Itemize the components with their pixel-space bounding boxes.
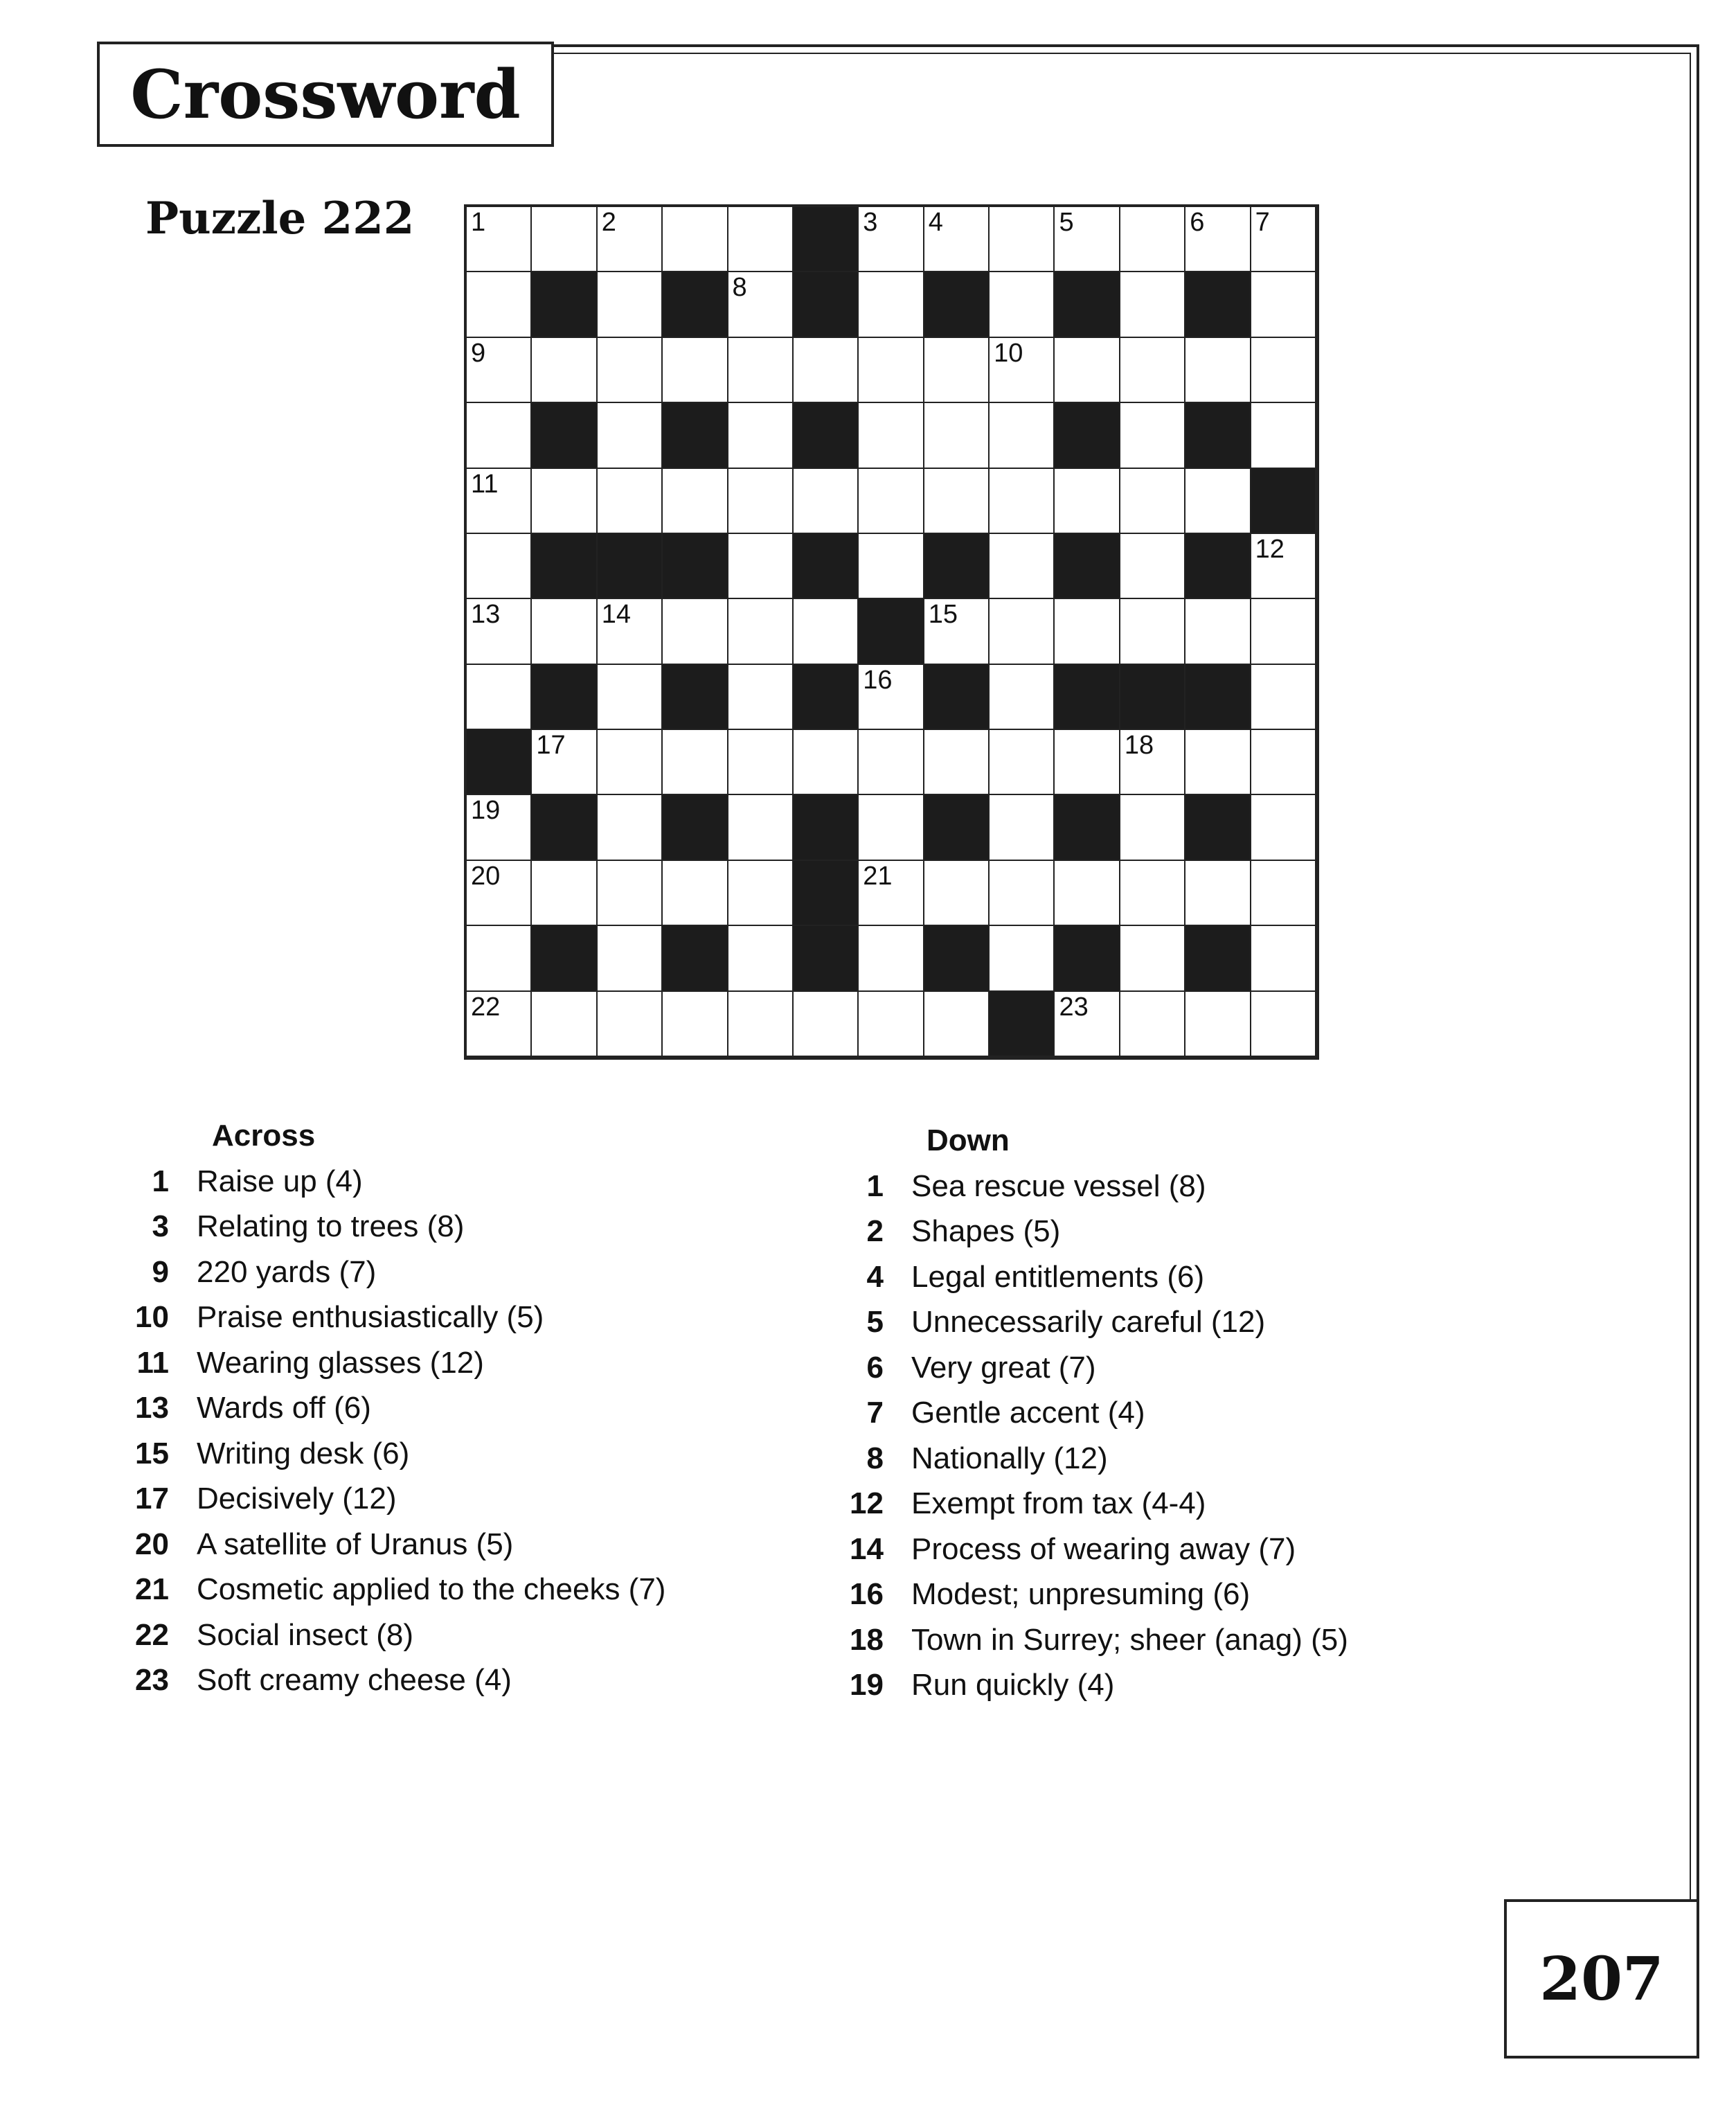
grid-cell[interactable] [859, 665, 924, 730]
grid-cell[interactable] [663, 207, 728, 272]
clue-item-number: 15 [135, 1436, 169, 1470]
grid-cell[interactable] [467, 469, 532, 534]
clue-item-number: 9 [152, 1254, 169, 1289]
clue-number: 19 [471, 796, 501, 826]
grid-cell-black [532, 534, 597, 599]
grid-cell[interactable] [598, 992, 663, 1057]
clue-item-text: Raise up (4) [197, 1164, 363, 1198]
grid-cell-black [794, 926, 859, 991]
grid-cell[interactable] [1120, 795, 1185, 860]
grid-cell[interactable] [794, 992, 859, 1057]
clue-number: 10 [994, 338, 1023, 368]
clue-number: 7 [1255, 208, 1270, 237]
grid-cell[interactable] [990, 403, 1055, 468]
grid-cell-black [532, 403, 597, 468]
clue-number: 16 [863, 665, 893, 695]
grid-cell[interactable] [794, 469, 859, 534]
grid-cell[interactable] [1185, 338, 1251, 403]
grid-cell[interactable] [859, 272, 924, 337]
section-title: Crossword [97, 42, 554, 147]
grid-cell-black [1185, 795, 1251, 860]
grid-cell[interactable] [859, 730, 924, 795]
grid-cell[interactable] [663, 469, 728, 534]
grid-cell[interactable] [1120, 403, 1185, 468]
clue-item [129, 1431, 665, 1477]
grid-cell-black [794, 403, 859, 468]
across-heading: Across [212, 1119, 316, 1153]
grid-cell[interactable] [663, 338, 728, 403]
grid-cell[interactable] [663, 992, 728, 1057]
clue-item [843, 1436, 1348, 1482]
clue-item-text: Cosmetic applied to the cheeks (7) [197, 1572, 666, 1607]
clue-item-text: Social insect (8) [197, 1617, 414, 1652]
grid-cell-black [1185, 403, 1251, 468]
frame-top-line-inner [554, 53, 1691, 54]
grid-cell[interactable] [728, 795, 794, 860]
grid-cell-black [1120, 665, 1185, 730]
grid-cell[interactable] [1251, 338, 1316, 403]
grid-cell[interactable] [532, 338, 597, 403]
grid-cell[interactable] [1185, 599, 1251, 664]
clue-number: 6 [1190, 208, 1205, 237]
clue-number: 5 [1059, 208, 1074, 237]
clue-number: 2 [601, 208, 616, 237]
grid-cell[interactable] [859, 992, 924, 1057]
grid-cell[interactable] [794, 599, 859, 664]
grid-cell-black [1185, 534, 1251, 599]
grid-cell-black [794, 795, 859, 860]
grid-cell[interactable] [1251, 272, 1316, 337]
grid-cell[interactable] [859, 207, 924, 272]
grid-cell[interactable] [663, 730, 728, 795]
grid-cell-black [1185, 272, 1251, 337]
clue-item-text: Exempt from tax (4-4) [911, 1486, 1206, 1521]
grid-cell[interactable] [1055, 730, 1120, 795]
clue-item-number: 7 [866, 1396, 884, 1430]
grid-cell[interactable] [598, 403, 663, 468]
clue-item-number: 1 [866, 1168, 884, 1203]
grid-cell[interactable] [924, 469, 990, 534]
grid-cell[interactable] [467, 861, 532, 926]
grid-cell-black [1251, 469, 1316, 534]
grid-cell[interactable] [794, 730, 859, 795]
grid-cell[interactable] [467, 665, 532, 730]
clue-item-text: Legal entitlements (6) [911, 1259, 1205, 1294]
grid-cell[interactable] [467, 926, 532, 991]
grid-cell[interactable] [1055, 861, 1120, 926]
grid-cell[interactable] [1120, 469, 1185, 534]
grid-cell-black [990, 992, 1055, 1057]
clue-item [843, 1391, 1348, 1437]
grid-cell[interactable] [1251, 730, 1316, 795]
grid-cell[interactable] [598, 272, 663, 337]
grid-cell-black [924, 926, 990, 991]
grid-cell[interactable] [990, 599, 1055, 664]
grid-cell[interactable] [532, 599, 597, 664]
clue-item [843, 1572, 1348, 1618]
grid-cell[interactable] [532, 469, 597, 534]
frame-right-line-inner [1690, 53, 1691, 1901]
clue-number: 3 [863, 208, 878, 237]
clue-number: 21 [863, 861, 893, 891]
grid-cell[interactable] [467, 795, 532, 860]
clue-item [129, 1522, 665, 1567]
clue-item-number: 20 [135, 1527, 169, 1561]
grid-cell[interactable] [728, 272, 794, 337]
clue-number: 4 [928, 208, 943, 237]
grid-cell-black [663, 534, 728, 599]
clue-item-text: 220 yards (7) [197, 1254, 377, 1289]
grid-cell[interactable] [990, 534, 1055, 599]
grid-cell[interactable] [532, 730, 597, 795]
clue-item-number: 5 [866, 1305, 884, 1340]
grid-cell-black [1055, 795, 1120, 860]
clue-item [843, 1617, 1348, 1663]
grid-cell[interactable] [1251, 861, 1316, 926]
grid-cell[interactable] [1185, 730, 1251, 795]
clue-number: 1 [471, 208, 486, 237]
grid-cell-black [924, 272, 990, 337]
grid-cell[interactable] [924, 599, 990, 664]
grid-cell[interactable] [467, 534, 532, 599]
clue-item-text: Soft creamy cheese (4) [197, 1663, 512, 1698]
grid-cell[interactable] [1055, 338, 1120, 403]
grid-cell[interactable] [1185, 861, 1251, 926]
clue-number: 20 [471, 861, 501, 891]
clue-item-text: Sea rescue vessel (8) [911, 1168, 1206, 1203]
grid-cell[interactable] [728, 403, 794, 468]
clue-item-text: Modest; unpresuming (6) [911, 1577, 1251, 1612]
clue-item [843, 1209, 1348, 1255]
grid-cell[interactable] [1251, 795, 1316, 860]
grid-cell[interactable] [728, 469, 794, 534]
grid-cell-black [1055, 665, 1120, 730]
grid-cell[interactable] [598, 469, 663, 534]
grid-cell[interactable] [1251, 207, 1316, 272]
grid-cell[interactable] [467, 599, 532, 664]
grid-cell[interactable] [728, 665, 794, 730]
grid-cell-black [924, 534, 990, 599]
clue-item [843, 1254, 1348, 1300]
across-clue-list [129, 1159, 665, 1703]
grid-cell[interactable] [859, 403, 924, 468]
grid-cell-black [1055, 926, 1120, 991]
grid-cell-black [532, 926, 597, 991]
grid-cell[interactable] [728, 207, 794, 272]
clue-item-number: 16 [850, 1577, 884, 1612]
grid-cell[interactable] [990, 861, 1055, 926]
grid-cell[interactable] [598, 861, 663, 926]
grid-cell-black [532, 272, 597, 337]
grid-cell[interactable] [598, 795, 663, 860]
grid-cell[interactable] [1120, 926, 1185, 991]
frame-right-line [1697, 44, 1699, 1901]
clue-number: 14 [601, 600, 632, 630]
grid-cell[interactable] [1055, 207, 1120, 272]
clue-item [129, 1658, 665, 1704]
clue-number: 12 [1255, 534, 1285, 564]
frame-top-line [554, 44, 1699, 47]
grid-cell[interactable] [467, 338, 532, 403]
grid-cell[interactable] [1251, 992, 1316, 1057]
clue-item [843, 1345, 1348, 1391]
grid-cell[interactable] [1055, 992, 1120, 1057]
grid-cell[interactable] [1251, 403, 1316, 468]
grid-cell-black [859, 599, 924, 664]
clue-item-number: 17 [135, 1482, 169, 1516]
clue-item-text: Very great (7) [911, 1350, 1096, 1385]
clue-item-text: Wearing glasses (12) [197, 1345, 484, 1380]
clue-item [843, 1482, 1348, 1527]
grid-cell-black [794, 534, 859, 599]
clue-item-text: Decisively (12) [197, 1482, 397, 1516]
clue-item [129, 1250, 665, 1295]
grid-cell-black [924, 665, 990, 730]
grid-cell[interactable] [794, 338, 859, 403]
clue-item [129, 1295, 665, 1341]
grid-cell[interactable] [859, 926, 924, 991]
clue-item [129, 1612, 665, 1658]
clue-item [129, 1386, 665, 1432]
grid-cell-black [1185, 926, 1251, 991]
grid-cell[interactable] [728, 730, 794, 795]
clue-item [129, 1159, 665, 1204]
grid-cell[interactable] [598, 338, 663, 403]
grid-cell[interactable] [1120, 207, 1185, 272]
grid-cell[interactable] [1251, 534, 1316, 599]
grid-cell[interactable] [598, 926, 663, 991]
clue-item-number: 19 [850, 1668, 884, 1702]
grid-cell[interactable] [1120, 272, 1185, 337]
clue-item-text: Run quickly (4) [911, 1668, 1115, 1702]
clue-item-number: 12 [850, 1486, 884, 1521]
grid-cell[interactable] [598, 599, 663, 664]
clue-item-number: 10 [135, 1300, 169, 1335]
grid-cell[interactable] [598, 665, 663, 730]
grid-cell-black [1185, 665, 1251, 730]
puzzle-label: Puzzle 222 [145, 193, 415, 245]
grid-cell[interactable] [990, 207, 1055, 272]
grid-cell[interactable] [924, 207, 990, 272]
grid-cell-black [794, 207, 859, 272]
grid-cell[interactable] [1251, 665, 1316, 730]
clue-item-text: Process of wearing away (7) [911, 1531, 1296, 1566]
grid-cell[interactable] [1120, 338, 1185, 403]
grid-cell[interactable] [598, 207, 663, 272]
clue-item [129, 1567, 665, 1613]
grid-cell[interactable] [467, 992, 532, 1057]
grid-cell[interactable] [467, 207, 532, 272]
grid-cell-black [663, 403, 728, 468]
grid-cell[interactable] [924, 861, 990, 926]
grid-cell[interactable] [859, 861, 924, 926]
grid-cell[interactable] [990, 795, 1055, 860]
grid-cell[interactable] [663, 861, 728, 926]
clue-item-text: Writing desk (6) [197, 1436, 410, 1470]
grid-cell[interactable] [728, 861, 794, 926]
grid-cell[interactable] [532, 207, 597, 272]
grid-cell[interactable] [728, 992, 794, 1057]
grid-cell[interactable] [859, 469, 924, 534]
grid-cell[interactable] [532, 992, 597, 1057]
clue-item-text: Nationally (12) [911, 1441, 1108, 1475]
clue-item-number: 4 [866, 1259, 884, 1294]
clue-number: 9 [471, 338, 486, 368]
clue-number: 8 [732, 273, 747, 303]
grid-cell[interactable] [990, 469, 1055, 534]
grid-cell[interactable] [990, 272, 1055, 337]
grid-cell[interactable] [467, 272, 532, 337]
clue-item-number: 8 [866, 1441, 884, 1475]
clue-item [843, 1300, 1348, 1346]
clue-number: 11 [471, 469, 499, 499]
grid-cell[interactable] [990, 730, 1055, 795]
clue-item-number: 23 [135, 1663, 169, 1698]
grid-cell-black [794, 861, 859, 926]
down-heading: Down [927, 1123, 1010, 1157]
grid-cell[interactable] [1120, 599, 1185, 664]
grid-cell[interactable] [990, 665, 1055, 730]
clue-item-text: Relating to trees (8) [197, 1209, 465, 1244]
crossword-grid [464, 204, 1319, 1060]
clue-item-text: Shapes (5) [911, 1214, 1061, 1249]
clue-item-text: A satellite of Uranus (5) [197, 1527, 514, 1561]
grid-cell[interactable] [728, 534, 794, 599]
grid-cell[interactable] [1055, 469, 1120, 534]
grid-cell[interactable] [1185, 992, 1251, 1057]
grid-cell[interactable] [663, 599, 728, 664]
grid-cell[interactable] [1120, 861, 1185, 926]
clue-item [129, 1477, 665, 1522]
grid-cell[interactable] [859, 338, 924, 403]
grid-cell-black [924, 795, 990, 860]
clue-item [129, 1340, 665, 1386]
clue-item-number: 1 [152, 1164, 169, 1198]
clue-item-text: Unnecessarily careful (12) [911, 1305, 1266, 1340]
grid-cell[interactable] [924, 338, 990, 403]
grid-cell[interactable] [728, 599, 794, 664]
grid-cell-black [794, 665, 859, 730]
grid-cell-black [663, 926, 728, 991]
grid-cell-black [663, 665, 728, 730]
grid-cell-black [532, 665, 597, 730]
grid-cell[interactable] [1185, 207, 1251, 272]
clue-item-number: 14 [850, 1531, 884, 1566]
clue-item [843, 1663, 1348, 1709]
grid-cell[interactable] [1055, 599, 1120, 664]
grid-cell[interactable] [1120, 730, 1185, 795]
grid-cell[interactable] [1185, 469, 1251, 534]
grid-cell-black [663, 795, 728, 860]
clue-item-text: Gentle accent (4) [911, 1396, 1145, 1430]
clue-item-number: 3 [152, 1209, 169, 1244]
grid-cell[interactable] [990, 338, 1055, 403]
grid-cell[interactable] [1120, 992, 1185, 1057]
clue-number: 18 [1124, 731, 1154, 761]
clue-item-number: 11 [136, 1345, 169, 1380]
grid-cell-black [794, 272, 859, 337]
grid-cell-black [598, 534, 663, 599]
grid-cell-black [1055, 534, 1120, 599]
grid-cell-black [1055, 272, 1120, 337]
clue-item [843, 1527, 1348, 1572]
grid-cell[interactable] [598, 730, 663, 795]
page-number: 207 [1504, 1899, 1699, 2059]
clue-item-number: 18 [850, 1622, 884, 1657]
grid-cell-black [1055, 403, 1120, 468]
clue-item-number: 6 [866, 1350, 884, 1385]
clue-item [843, 1164, 1348, 1209]
clue-item [129, 1204, 665, 1250]
clue-number: 15 [928, 600, 958, 630]
clue-item-number: 2 [866, 1214, 884, 1249]
clue-item-text: Town in Surrey; sheer (anag) (5) [911, 1622, 1348, 1657]
clue-number: 23 [1059, 992, 1089, 1022]
clue-number: 17 [536, 731, 566, 761]
clue-number: 13 [471, 600, 501, 630]
grid-cell[interactable] [859, 534, 924, 599]
grid-cell[interactable] [990, 926, 1055, 991]
grid-cell[interactable] [728, 926, 794, 991]
clue-item-text: Praise enthusiastically (5) [197, 1300, 544, 1335]
grid-cell[interactable] [924, 730, 990, 795]
grid-cell[interactable] [467, 403, 532, 468]
grid-cell[interactable] [1120, 534, 1185, 599]
grid-cell[interactable] [1251, 926, 1316, 991]
grid-cell[interactable] [728, 338, 794, 403]
clue-number: 22 [471, 992, 501, 1022]
clue-item-number: 21 [135, 1572, 169, 1607]
grid-cell[interactable] [924, 992, 990, 1057]
grid-cell-black [532, 795, 597, 860]
grid-cell-black [663, 272, 728, 337]
grid-cell-black [467, 730, 532, 795]
grid-cell[interactable] [532, 861, 597, 926]
grid-cell[interactable] [924, 403, 990, 468]
clue-item-text: Wards off (6) [197, 1391, 371, 1425]
grid-cell[interactable] [859, 795, 924, 860]
clue-item-number: 13 [135, 1391, 169, 1425]
clue-item-number: 22 [135, 1617, 169, 1652]
grid-cell[interactable] [1251, 599, 1316, 664]
down-clue-list [843, 1164, 1348, 1708]
